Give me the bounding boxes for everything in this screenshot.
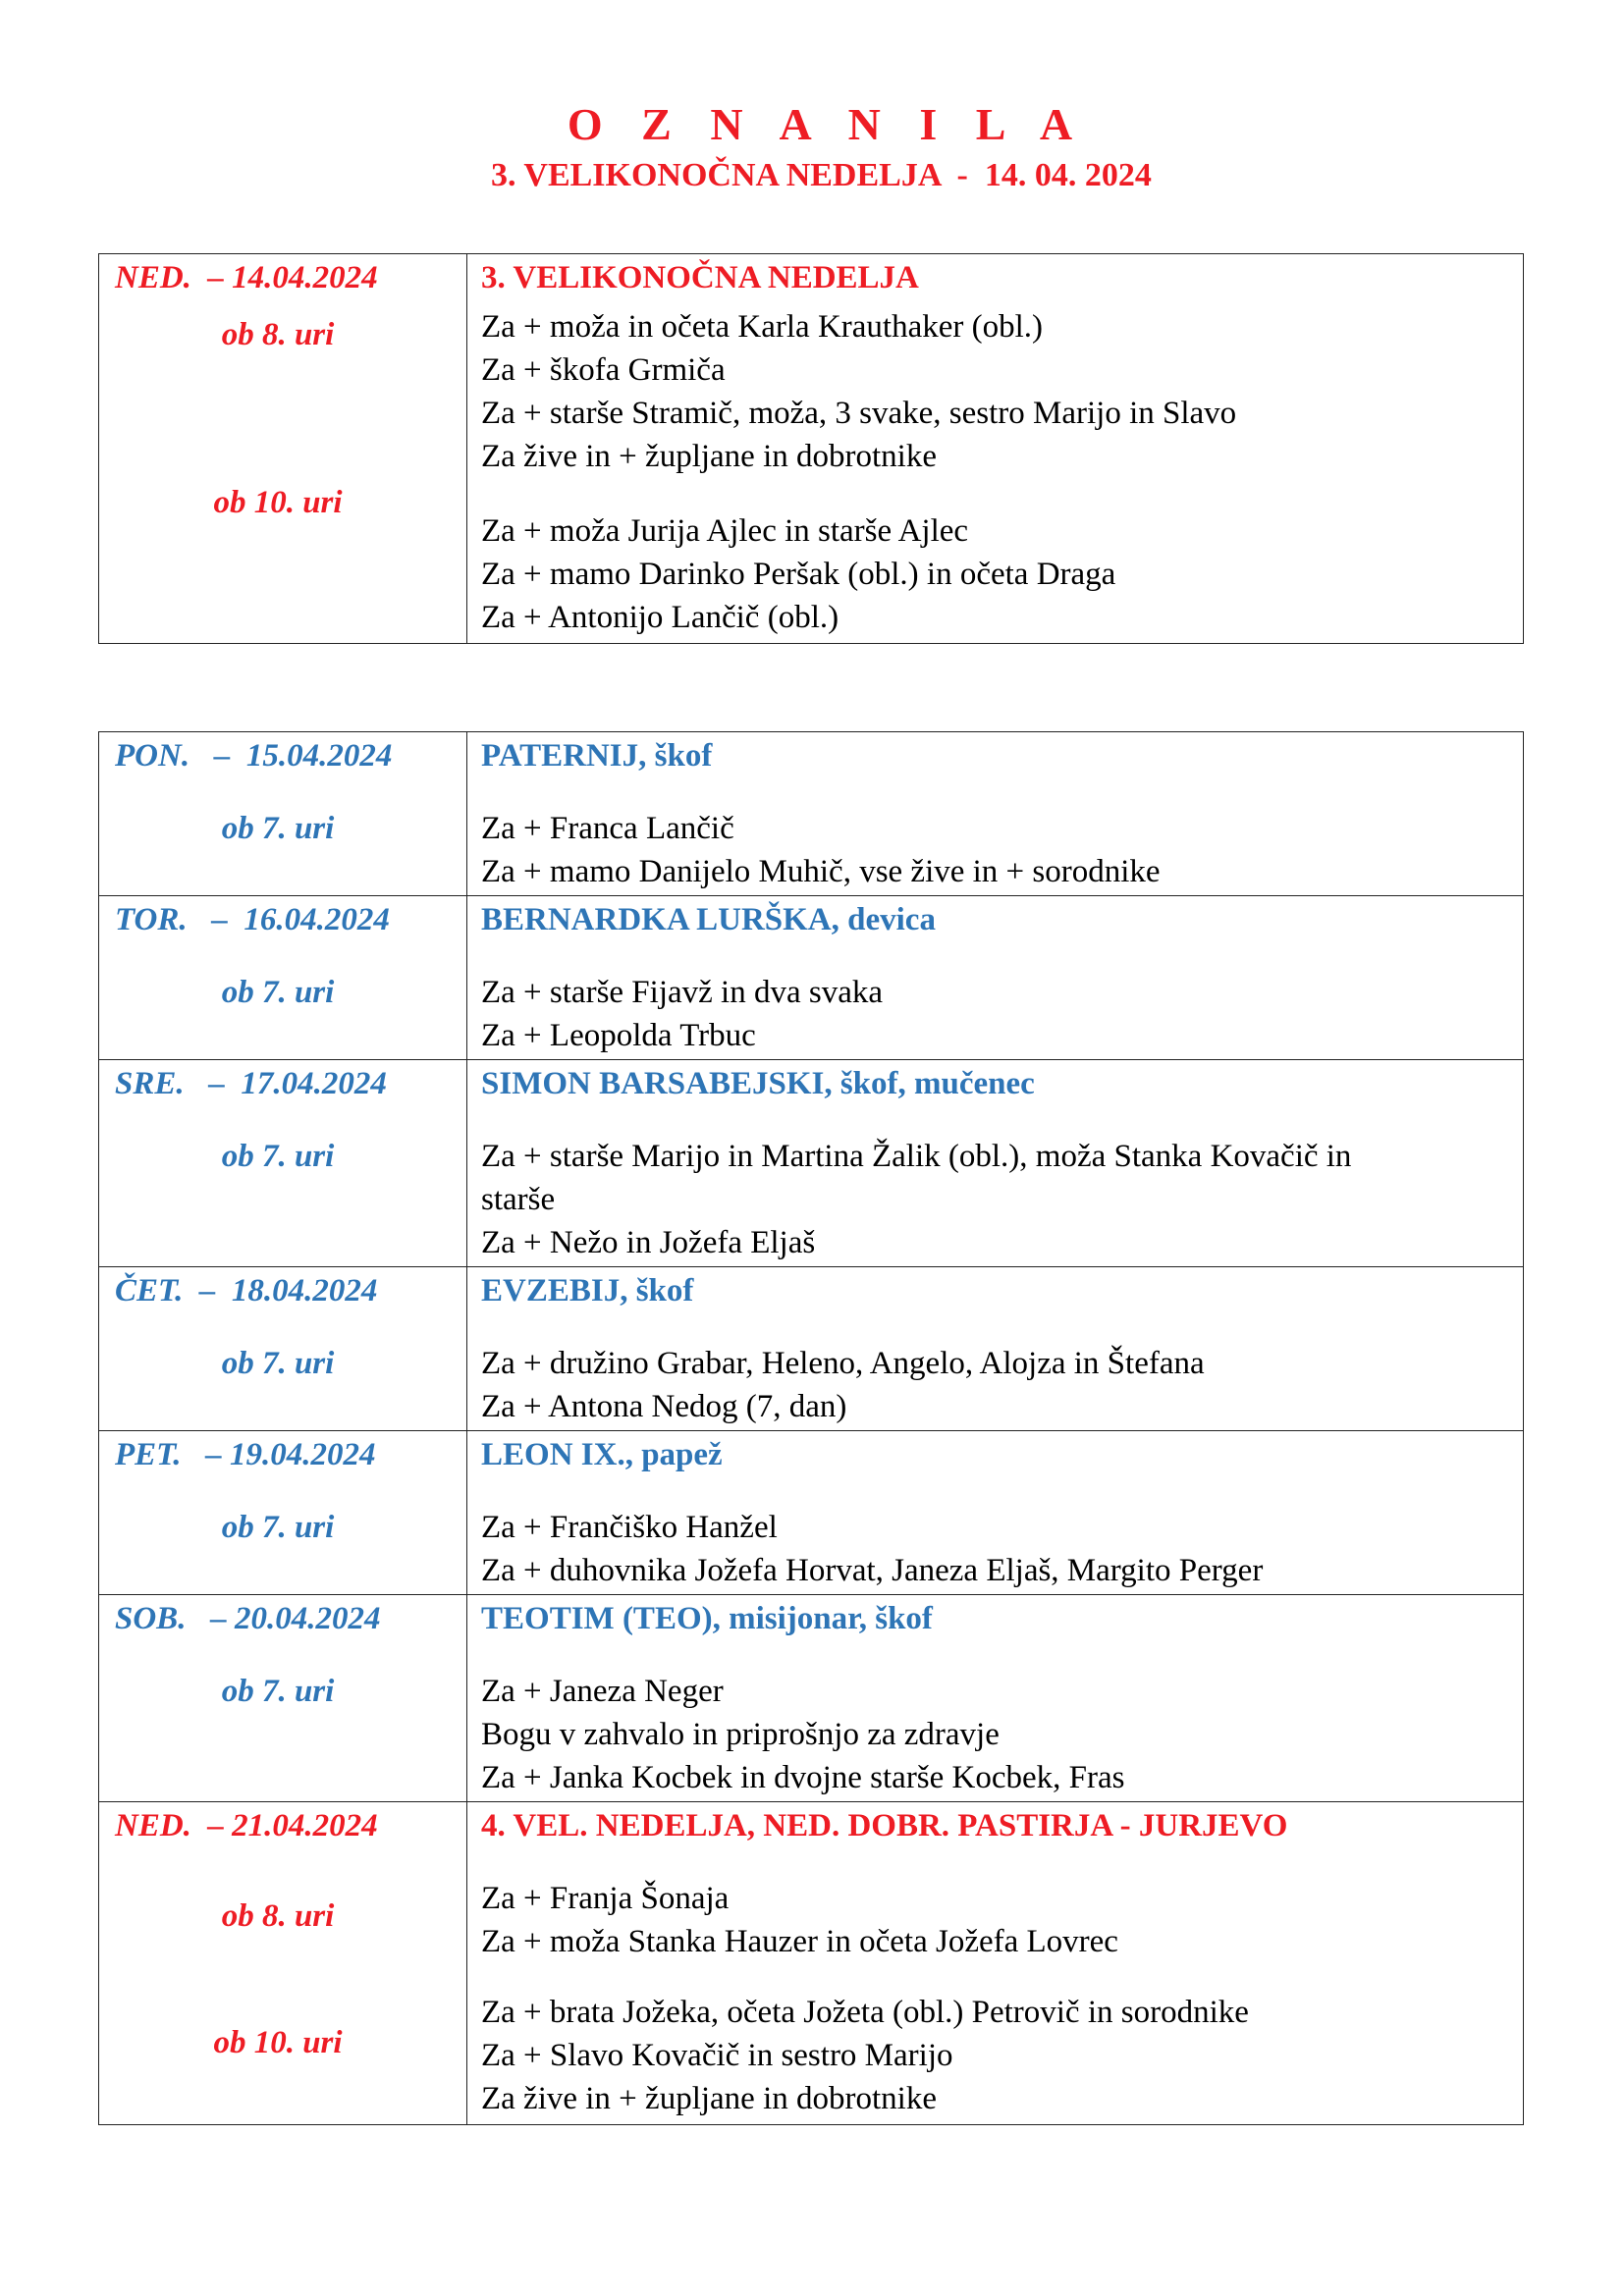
table-row (99, 1431, 1524, 1595)
mass-time: ob 10. uri (213, 2025, 343, 2060)
intention-line: Za + Janka Kocbek in dvojne starše Kocbek, Fras (481, 1760, 1125, 1795)
intention-line: Za + Nežo in Jožefa Eljaš (481, 1225, 816, 1260)
mass-intentions (467, 1963, 1523, 2120)
intention-line: Za žive in + župljane in dobrotnike (481, 439, 937, 474)
feast-name: 4. VEL. NEDELJA, NED. DOBR. PASTIRJA - JURJEVO (481, 1808, 1288, 1843)
feast-name: TEOTIM (TEO), misijonar, škof (481, 1601, 933, 1636)
day-cell (99, 1431, 467, 1595)
day-cell (99, 732, 467, 896)
day-date: NED. – 14.04.2024 (115, 260, 378, 295)
day-cell (99, 254, 467, 644)
mass-time: ob 7. uri (221, 1510, 335, 1545)
intention-line: Za + moža Jurija Ajlec in starše Ajlec (481, 513, 969, 549)
feast-cell (467, 1431, 1524, 1595)
mass-intentions (467, 1105, 1523, 1264)
table-row (99, 732, 1524, 896)
feast-cell (467, 1595, 1524, 1802)
mass-intentions (467, 1640, 1523, 1799)
intention-line: Za + moža in očeta Karla Krauthaker (obl.) (481, 309, 1044, 345)
week-schedule-table (98, 731, 1524, 2125)
table-row (99, 1060, 1524, 1267)
mass-intentions (467, 1476, 1523, 1592)
mass-time: ob 10. uri (213, 485, 343, 520)
mass-intentions (467, 299, 1523, 480)
feast-cell (467, 254, 1524, 644)
mass-time: ob 7. uri (221, 1346, 335, 1381)
intention-line: Za + brata Jožeka, očeta Jožeta (obl.) Petrovič in sorodnike (481, 1995, 1249, 2030)
day-date: TOR. – 16.04.2024 (115, 902, 390, 937)
day-cell (99, 896, 467, 1060)
intention-line: Za + mamo Darinko Peršak (obl.) in očeta Draga (481, 557, 1116, 592)
feast-cell (467, 1060, 1524, 1267)
intention-line: Za + moža Stanka Hauzer in očeta Jožefa Lovrec (481, 1924, 1118, 1959)
mass-time: ob 7. uri (221, 1139, 335, 1174)
day-cell (99, 1595, 467, 1802)
mass-intentions (467, 1847, 1523, 1963)
day-date: PET. – 19.04.2024 (115, 1437, 376, 1472)
intention-line: Za + Franja Šonaja (481, 1881, 730, 1916)
day-cell (99, 1802, 467, 2125)
feast-cell (467, 1802, 1524, 2125)
intention-line: Za + škofa Grmiča (481, 352, 726, 388)
intention-line: Za + starše Marijo in Martina Žalik (obl.), moža Stanka Kovačič in (481, 1139, 1352, 1174)
intention-line: Za + starše Fijavž in dva svaka (481, 975, 883, 1010)
mass-time: ob 7. uri (221, 811, 335, 846)
intention-line: Bogu v zahvalo in priprošnjo za zdravje (481, 1717, 1000, 1752)
table-row (99, 1267, 1524, 1431)
feast-name: EVZEBIJ, škof (481, 1273, 694, 1308)
mass-time: ob 8. uri (221, 317, 335, 352)
feast-cell (467, 732, 1524, 896)
day-cell (99, 1060, 467, 1267)
sunday-schedule-table (98, 253, 1524, 644)
intention-line: Za + Franca Lančič (481, 811, 734, 846)
intention-line: starše (481, 1182, 556, 1217)
table-row (99, 1802, 1524, 2125)
intention-line: Za + mamo Danijelo Muhič, vse žive in + sorodnike (481, 854, 1161, 889)
intention-line: Za + Leopolda Trbuc (481, 1018, 756, 1053)
mass-intentions (467, 941, 1523, 1057)
intention-line: Za + Janeza Neger (481, 1674, 724, 1709)
intention-line: Za + Antona Nedog (7, dan) (481, 1389, 847, 1424)
page-subtitle: 3. VELIKONOČNA NEDELJA - 14. 04. 2024 (491, 157, 1152, 193)
intention-line: Za + Slavo Kovačič in sestro Marijo (481, 2038, 953, 2073)
feast-cell (467, 1267, 1524, 1431)
intention-line: Za + Frančiško Hanžel (481, 1510, 778, 1545)
table-row (99, 1595, 1524, 1802)
mass-time: ob 8. uri (221, 1898, 335, 1934)
mass-time: ob 7. uri (221, 975, 335, 1010)
day-date: NED. – 21.04.2024 (115, 1808, 378, 1843)
mass-time: ob 7. uri (221, 1674, 335, 1709)
feast-name: LEON IX., papež (481, 1437, 723, 1472)
day-date: SOB. – 20.04.2024 (115, 1601, 381, 1636)
feast-cell (467, 896, 1524, 1060)
mass-intentions (467, 777, 1523, 893)
intention-line: Za + starše Stramič, moža, 3 svake, sestro Marijo in Slavo (481, 396, 1237, 431)
mass-intentions (467, 480, 1523, 643)
feast-name: PATERNIJ, škof (481, 738, 713, 774)
feast-name: SIMON BARSABEJSKI, škof, mučenec (481, 1066, 1035, 1101)
page-title: O Z N A N I L A (567, 99, 1087, 149)
table-row (99, 254, 1524, 644)
feast-name: 3. VELIKONOČNA NEDELJA (481, 260, 919, 295)
intention-line: Za + Antonijo Lančič (obl.) (481, 600, 839, 635)
table-row (99, 896, 1524, 1060)
day-date: PON. – 15.04.2024 (115, 738, 393, 774)
day-date: ČET. – 18.04.2024 (115, 1273, 378, 1308)
day-date: SRE. – 17.04.2024 (115, 1066, 387, 1101)
mass-intentions (467, 1312, 1523, 1428)
day-cell (99, 1267, 467, 1431)
intention-line: Za žive in + župljane in dobrotnike (481, 2081, 937, 2116)
intention-line: Za + družino Grabar, Heleno, Angelo, Alojza in Štefana (481, 1346, 1205, 1381)
feast-name: BERNARDKA LURŠKA, devica (481, 902, 936, 937)
intention-line: Za + duhovnika Jožefa Horvat, Janeza Eljaš, Margito Perger (481, 1553, 1264, 1588)
